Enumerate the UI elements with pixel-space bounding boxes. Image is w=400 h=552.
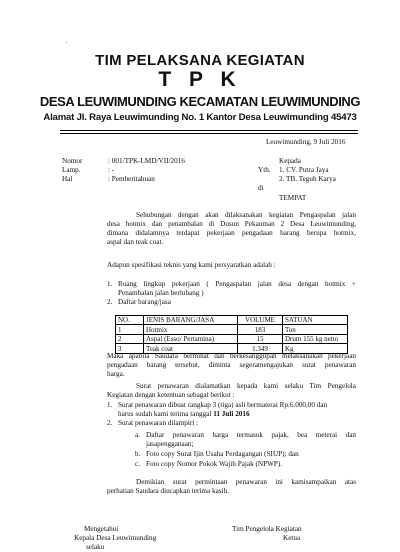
di-label: di	[258, 184, 264, 192]
cell-volume: 183	[238, 325, 283, 334]
table-header-row	[116, 316, 348, 325]
lampiran-value: : -	[108, 166, 115, 174]
spec-intro: Adapun spesifikasi teknis yang kami persyaratkan adalah :	[107, 261, 276, 269]
para1-line-3: dimana didalamnya terdapat pekerjaan pengadaan barang berupa hotmix,	[107, 229, 356, 237]
attachment-b: Foto copy Surat Ijin Usaha Perdagangan (SIUP); dan	[146, 450, 299, 458]
list-item-2: Daftar barang/jasa	[118, 298, 171, 306]
cell-volume: 15	[238, 334, 283, 343]
deadline-date: 11 Juli 2016	[213, 410, 250, 418]
closing-line-1: Demikian surat permintaan penawaran ini kamisampaikan atas	[136, 478, 356, 486]
cell-no: 2	[116, 334, 144, 343]
kepada-label: Kepada	[279, 157, 301, 165]
para2-line-3: harga.	[107, 370, 125, 378]
attachment-num-b: b.	[135, 450, 141, 458]
tempat-label: TEMPAT	[279, 194, 307, 202]
req-num-2: 2.	[107, 419, 113, 427]
header-jenis: JENIS BARANG/JASA	[144, 316, 238, 325]
table-row	[116, 325, 348, 334]
signature-selaku: selaku	[86, 543, 105, 551]
para3-line-1: Surat penawaran dialamatkan kepada kami selaku Tim Pengelola	[136, 382, 356, 390]
list-item-1-line-2: Penambalan jalan berlubang )	[118, 289, 204, 297]
nomor-value: : 001/TPK-LMD/VII/2016	[108, 157, 185, 165]
req-2: Surat penawaran dilampiri :	[118, 419, 199, 427]
letterhead-village: DESA LEUWIMUNDING KECAMATAN LEUWIMUNDING	[39, 94, 361, 109]
signature-kepala-desa: Kepala Desa Leuwimunding	[74, 534, 157, 542]
recipient-2: 2. TB. Teguh Karya	[279, 175, 336, 183]
para1-line-2: desa hotmix dan penambalan di Dusun Pekauman 2 Desa Leuwimunding,	[107, 220, 356, 228]
nomor-label: Nomor	[62, 157, 83, 165]
signature-tim-pengelola: Tim Pengelola Kegiatan	[232, 525, 302, 533]
list-item-1-line-1: Ruang lingkup pekerjaan ( Pengaspalan jalan desa dengan hotmix +	[118, 280, 356, 288]
hal-label: Hal	[62, 175, 73, 183]
para2-line-1: Maka apabila Saudara berminat dan berkesanggupan melaksanakan pekerjaan	[107, 352, 356, 360]
yth-label: Yth.	[258, 166, 271, 174]
header-volume: VOLUME	[238, 316, 283, 325]
cell-jenis: Hotmix	[144, 325, 238, 334]
para1-line-4: aspal dan teak coat.	[107, 238, 164, 246]
attachment-a-line-2: jasapengganaan;	[146, 440, 194, 448]
cell-satuan: Kg	[283, 344, 348, 353]
signature-ketua: Ketua	[283, 534, 301, 542]
req-num-1: 1.	[107, 401, 113, 409]
lampiran-label: Lamp.	[62, 166, 81, 174]
closing-line-2: perhatian Saudara diucapkan terima kasih.	[107, 487, 229, 495]
table-row	[116, 334, 348, 343]
attachment-c: Foto copy Nomor Pokok Wajib Pajak (NPWP).	[146, 460, 283, 468]
attachment-num-c: c.	[135, 460, 140, 468]
goods-table	[115, 315, 348, 354]
cell-jenis: Teak coat	[144, 344, 238, 353]
letterhead-title: TIM PELAKSANA KEGIATAN	[95, 52, 305, 69]
attachment-num-a: a.	[135, 431, 140, 439]
req-1-line-2-text: harus sudah kami terima tanggal	[118, 410, 214, 418]
cell-no: 3	[116, 344, 144, 353]
recipient-1: 1. CV. Putra Jaya	[279, 166, 329, 174]
letterhead-address: Alamat Jl. Raya Leuwimunding No. 1 Kantor Desa Leuwimunding 45473	[43, 112, 357, 123]
header-no: NO.	[116, 316, 144, 325]
req-1-line-2	[118, 410, 250, 419]
para1-line-1: Sehubungan dengan akan dilaksanakan kegiatan Pengaspalan jalan	[136, 211, 356, 219]
hal-value: : Pemberitahuan	[108, 175, 155, 183]
header-satuan: SATUAN	[283, 316, 348, 325]
cell-satuan: Drum 155 kg netto	[283, 334, 348, 343]
scan-speck	[66, 42, 67, 43]
req-1-line-1: Surat penawaran dibuat rangkap 3 (tiga) asli bermaterai Rp.6.000,00 dan	[118, 401, 328, 409]
para3-line-2: Kegiatan dengan ketentuan sebagai berikut :	[107, 391, 235, 399]
signature-mengetahui: Mengetahui	[84, 525, 119, 533]
cell-no: 1	[116, 325, 144, 334]
letterhead-rule-thick	[60, 130, 358, 131]
letter-date: Leuwimunding, 9 Juli 2016	[266, 138, 346, 146]
cell-satuan: Ton	[283, 325, 348, 334]
attachment-a-line-1: Daftar penawaran harga termasuk pajak, bea meterai dan	[146, 431, 356, 439]
letterhead-rule-thin	[60, 133, 358, 134]
cell-jenis: Aspal (Esso/ Pertamina)	[144, 334, 238, 343]
letterhead-abbreviation: T P K	[158, 68, 242, 91]
list-num-2: 2.	[107, 298, 113, 306]
list-num-1: 1.	[107, 280, 113, 288]
para2-line-2: pengadaan barang tersebut, diminta segeramengajukan surat penawaran	[107, 361, 356, 369]
cell-volume: 1.349	[238, 344, 283, 353]
